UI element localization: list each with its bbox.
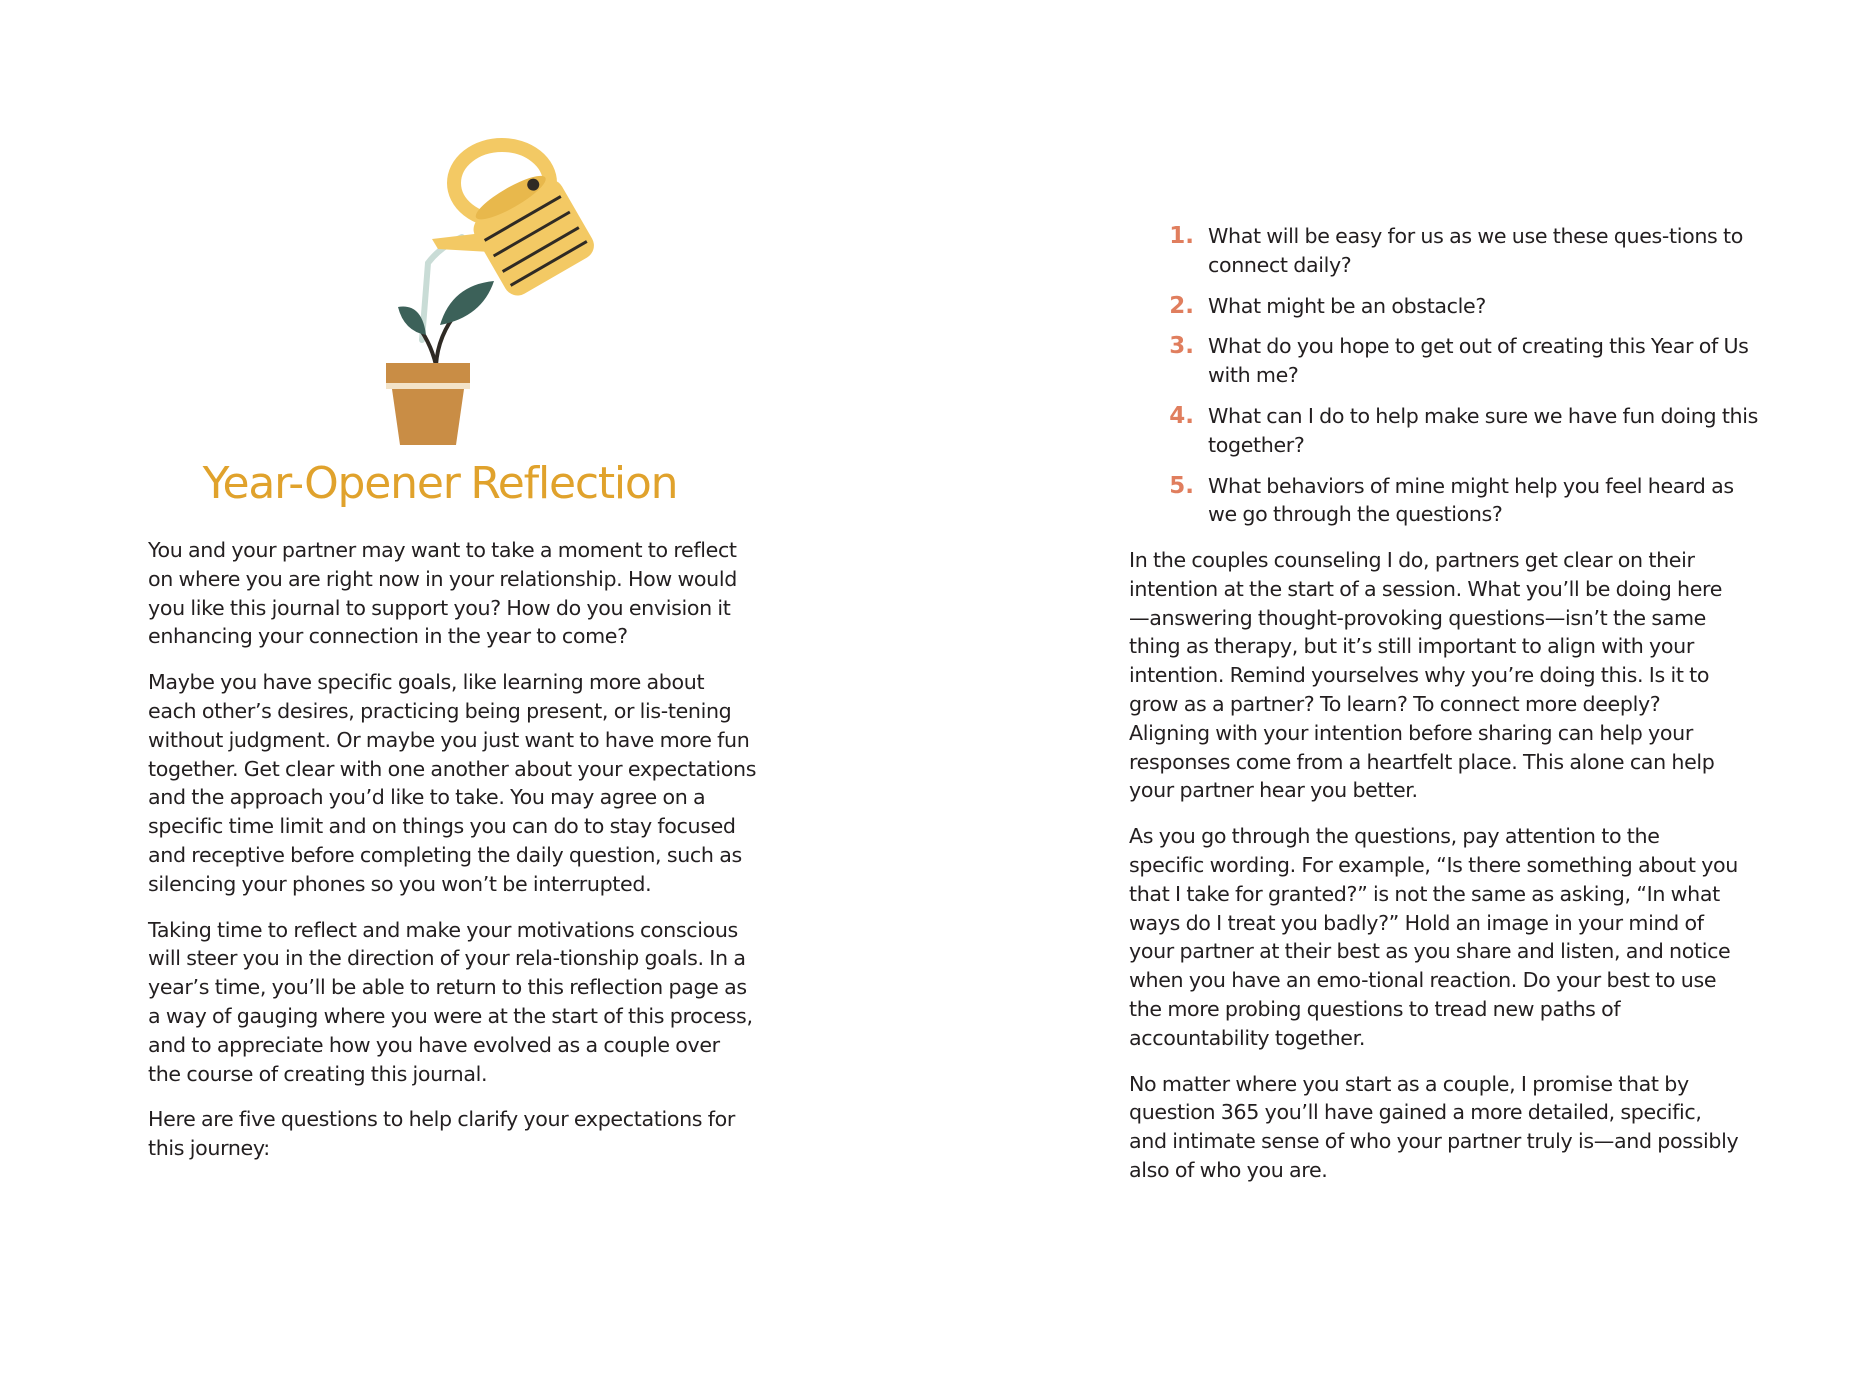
- paragraph: Taking time to reflect and make your motivations conscious will steer you in the direction of your rela-tionship goals. In a year’s time, you’ll be able to return to this reflection page as a way of gauging where you were at the start of this process, and to appreciate how you have evolved as a couple over the course of creating this journal.: [148, 917, 753, 1086]
- page-title: Year-Opener Reflection: [202, 458, 678, 509]
- question-list: [1160, 222, 1760, 541]
- list-item: [1160, 472, 1760, 530]
- question-number: 2.: [1169, 292, 1194, 319]
- list-item: [1160, 332, 1760, 390]
- paragraph: Maybe you have specific goals, like learning more about each other’s desires, practicing being present, or lis-tening without judgment. Or maybe you just want to have more fun together. Get clear with one another about your expectations and the approach you’d like to take. You may agree on a specific time limit and on things you can do to stay focused and receptive before completing the daily question, such as silencing your phones so you won’t be interrupted.: [148, 670, 757, 896]
- left-body-text: [148, 536, 758, 1180]
- right-body-text: [1129, 546, 1739, 1202]
- paragraph: No matter where you start as a couple, I promise that by question 365 you’ll have gained a more detailed, specific, and intimate sense of who your partner truly is—and possibly also of who you are.: [1129, 1071, 1739, 1182]
- question-number: 3.: [1169, 333, 1194, 360]
- list-item: [1160, 292, 1760, 321]
- question-text: What will be easy for us as we use these ques-tions to connect daily?: [1208, 224, 1743, 277]
- question-text: What can I do to help make sure we have fun doing this together?: [1208, 403, 1758, 457]
- question-number: 4.: [1169, 402, 1194, 429]
- question-text: What do you hope to get out of creating this Year of Us with me?: [1208, 334, 1749, 388]
- question-number: 5.: [1169, 472, 1194, 499]
- question-text: What might be an obstacle?: [1208, 293, 1486, 318]
- question-text: What behaviors of mine might help you feel heard as we go through the questions?: [1208, 473, 1734, 527]
- paragraph: In the couples counseling I do, partners get clear on their intention at the start of a session. What you’ll be doing here—answering thought-provoking questions—isn’t the same thing as therapy, but it’s still important to align with your intention. Remind yourselves why you’re doing this. Is it to grow as a partner? To learn? To connect more deeply? Aligning with your intention before sharing can help your responses come from a heartfelt place. This alone can help your partner hear you better.: [1129, 548, 1723, 803]
- paragraph: As you go through the questions, pay attention to the specific wording. For example, “Is there something about you that I take for granted?” is not the same as asking, “In what ways do I treat you badly?” Hold an image in your mind of your partner at their best as you share and listen, and notice when you have an emo-tional reaction. Do your best to use the more probing questions to tread new paths of accountability together.: [1129, 824, 1738, 1050]
- list-item: [1160, 222, 1760, 280]
- watering-can-plant-icon: [370, 135, 610, 450]
- question-number: 1.: [1169, 223, 1194, 249]
- paragraph: You and your partner may want to take a moment to reflect on where you are right now in your relationship. How would you like this journal to support you? How do you envision it enhancing your connection in the year to come?: [148, 538, 737, 649]
- list-item: [1160, 402, 1760, 460]
- paragraph: Here are five questions to help clarify your expectations for this journey:: [148, 1107, 736, 1161]
